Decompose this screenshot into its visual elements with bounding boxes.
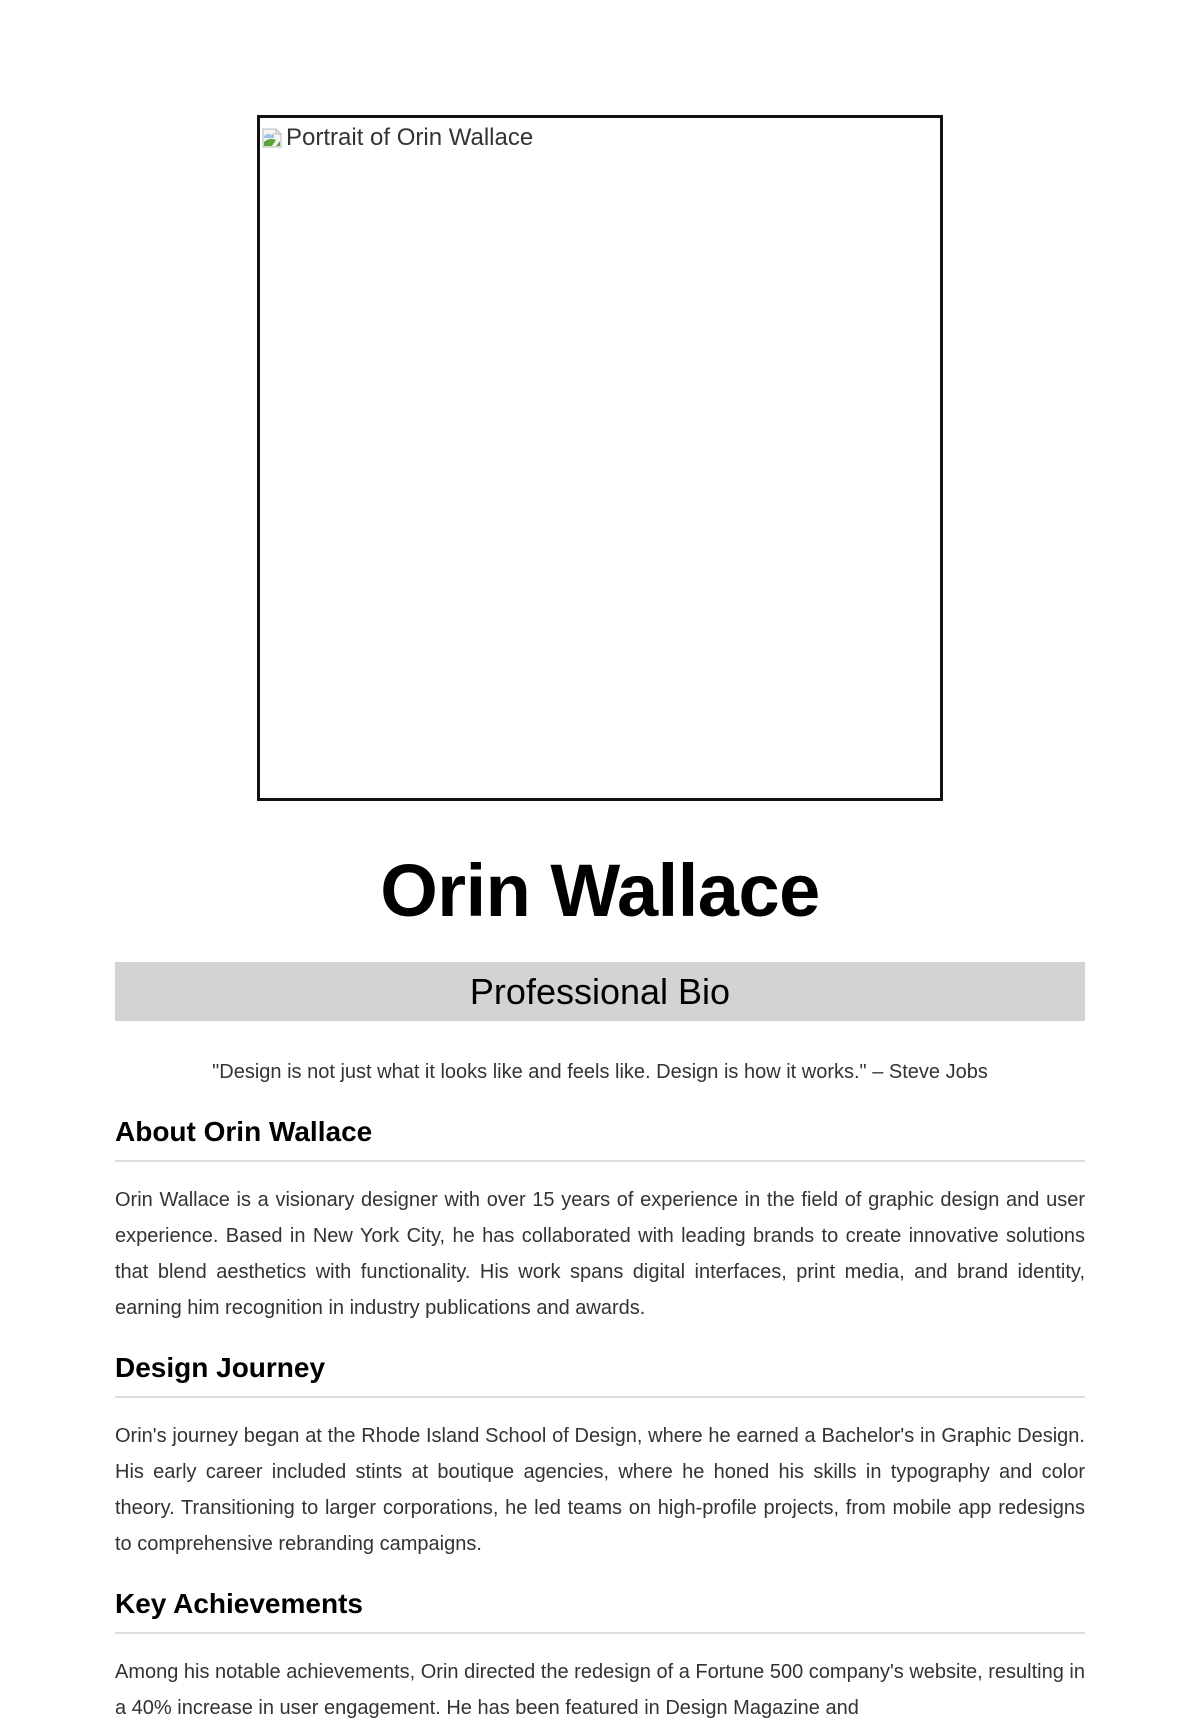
section-heading: About Orin Wallace — [115, 1114, 1085, 1162]
broken-image-icon — [262, 127, 286, 149]
section-design-journey — [115, 1350, 1085, 1562]
quote: "Design is not just what it looks like and feels like. Design is how it works." – Steve Jobs — [212, 1061, 988, 1083]
section-key-achievements — [115, 1586, 1085, 1726]
section-heading: Design Journey — [115, 1350, 1085, 1398]
section-paragraph: Orin Wallace is a visionary designer with over 15 years of experience in the field of graphic design and user experience. Based in New York City, he has collaborated with leading brands to create innovative solutions that blend aesthetics with functionality. His work spans digital interfaces, print media, and brand identity, earning him recognition in industry publications and awards. — [115, 1189, 1085, 1319]
section-paragraph: Among his notable achievements, Orin directed the redesign of a Fortune 500 company's website, resulting in a 40% increase in user engagement. He has been featured in Design Magazine and — [115, 1661, 1085, 1719]
subtitle-text: Professional Bio — [469, 971, 731, 1012]
section-paragraph: Orin's journey began at the Rhode Island School of Design, where he earned a Bachelor's in Graphic Design. His early career included stints at boutique agencies, where he honed his skills in typography and color theory. Transitioning to larger corporations, he led teams on high-profile projects, from mobile app redesigns to comprehensive rebranding campaigns. — [115, 1425, 1085, 1555]
section-about — [115, 1114, 1085, 1326]
subtitle-banner — [115, 962, 1085, 1021]
portrait-alt — [262, 124, 533, 152]
page-title: Orin Wallace — [380, 849, 820, 932]
portrait-container — [115, 115, 1085, 801]
portrait-alt-text: Portrait of Orin Wallace — [286, 124, 534, 151]
portrait-image — [257, 115, 943, 801]
section-heading: Key Achievements — [115, 1586, 1085, 1634]
